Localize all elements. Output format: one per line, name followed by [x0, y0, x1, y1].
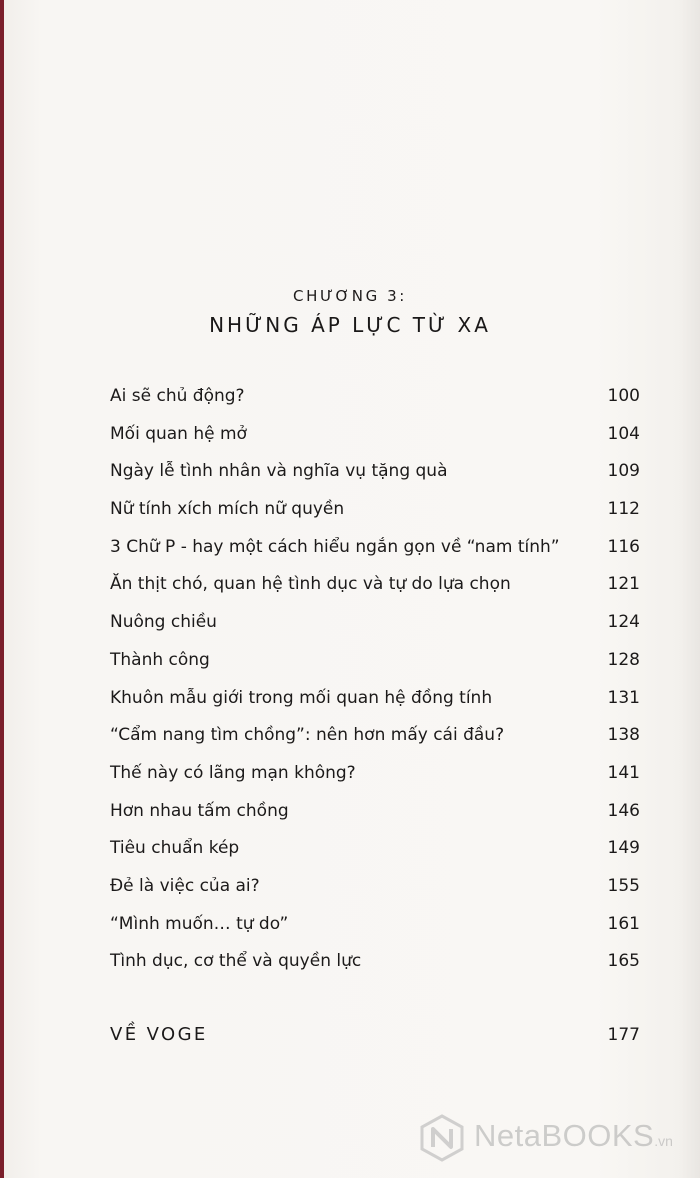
toc-entry [110, 909, 640, 939]
chapter-title: NHỮNG ÁP LỰC TỪ XA [209, 313, 491, 337]
toc-entry-page: 109 [607, 461, 640, 482]
toc-entry-page: 128 [607, 649, 640, 670]
toc-entry-title: Tình dục, cơ thể và quyền lực [110, 951, 362, 972]
toc-entry [110, 720, 640, 750]
toc-entry [110, 607, 640, 637]
toc-entry-title: Đẻ là việc của ai? [110, 875, 260, 896]
toc-entry [110, 871, 640, 901]
toc-entry-title: Nuông chiều [110, 612, 217, 633]
toc-entry-page: 161 [607, 913, 640, 934]
toc-entry-title: Ăn thịt chó, quan hệ tình dục và tự do lựa chọn [110, 574, 511, 595]
toc-entry-title: Mối quan hệ mở [110, 423, 247, 444]
toc-entry [110, 569, 640, 599]
toc-entry [110, 683, 640, 713]
toc-entry-page: 165 [607, 951, 640, 972]
toc-entry-page: 124 [607, 612, 640, 633]
toc-entry [110, 494, 640, 524]
about-title: VỀ VOGE [110, 1024, 208, 1045]
neta-logo-icon [418, 1114, 466, 1162]
toc-entry-page: 112 [607, 499, 640, 520]
toc-entry [110, 946, 640, 976]
toc-entry-page: 146 [607, 800, 640, 821]
toc-entry [110, 532, 640, 562]
toc-entry-title: “Mình muốn… tự do” [110, 913, 289, 934]
toc-entry-title: Thành công [110, 649, 210, 670]
toc-entry-title: 3 Chữ P - hay một cách hiểu ngắn gọn về “nam tính” [110, 536, 560, 557]
toc-entry-page: 155 [607, 875, 640, 896]
toc-entry [110, 758, 640, 788]
toc-entry-title: “Cẩm nang tìm chồng”: nên hơn mấy cái đầu? [110, 725, 505, 746]
toc-entry-page: 104 [607, 423, 640, 444]
toc-entry [110, 645, 640, 675]
about-section-entry [110, 1020, 640, 1050]
chapter-label: CHƯƠNG 3: [293, 287, 407, 305]
page-edge [0, 0, 4, 1178]
toc-entry-page: 116 [607, 536, 640, 557]
toc-entry-title: Tiêu chuẩn kép [110, 838, 240, 859]
watermark-text [474, 1118, 673, 1154]
toc-entry-page: 121 [607, 574, 640, 595]
toc-entry-page: 100 [607, 386, 640, 406]
watermark-suffix: .vn [654, 1133, 673, 1149]
toc-entry-page: 149 [607, 838, 640, 859]
toc-entry-title: Ngày lễ tình nhân và nghĩa vụ tặng quà [110, 461, 448, 482]
table-of-contents [110, 381, 640, 984]
toc-entry [110, 456, 640, 486]
toc-entry [110, 419, 640, 449]
watermark-brand: NetaBOOKS [474, 1118, 655, 1153]
toc-entry-title: Khuôn mẫu giới trong mối quan hệ đồng tính [110, 687, 493, 708]
about-page: 177 [607, 1025, 640, 1045]
toc-entry [110, 796, 640, 826]
toc-entry-title: Thế này có lãng mạn không? [110, 762, 356, 783]
toc-entry-page: 131 [607, 687, 640, 708]
toc-entry-title: Ai sẽ chủ động? [110, 386, 245, 406]
toc-entry-page: 138 [607, 725, 640, 746]
toc-entry [110, 381, 640, 411]
toc-entry-page: 141 [607, 762, 640, 783]
toc-entry-title: Nữ tính xích mích nữ quyền [110, 499, 345, 520]
toc-entry-title: Hơn nhau tấm chồng [110, 800, 289, 821]
toc-entry [110, 833, 640, 863]
watermark [418, 1112, 690, 1164]
